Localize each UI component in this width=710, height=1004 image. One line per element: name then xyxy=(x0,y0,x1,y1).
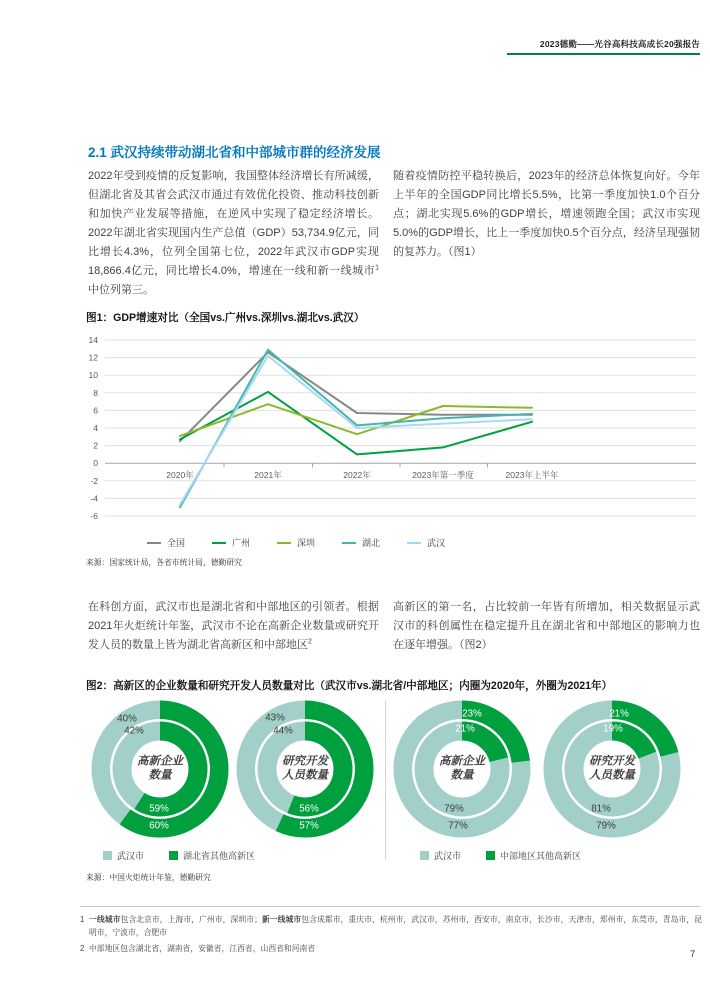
donut-percsúmlabel: 40% xyxy=(117,713,137,725)
footnote-ref-2: 2 xyxy=(308,638,312,646)
figure1-legend-item xyxy=(147,536,185,549)
donut-percsúmlabel: 44% xyxy=(273,725,293,737)
gdp-line-chart xyxy=(80,328,700,526)
footnote-1-text-b: 包含成都市，重庆市，杭州市，武汉市，苏州市，西安市，南京市，长沙市，天津市，郑州市，东莞市，青岛市，昆明市，宁波市，合肥市 xyxy=(89,915,703,937)
figure2-legend-right xyxy=(420,849,581,862)
figure1-title: 图1：GDP增速对比（全国vs.广州vs.深圳vs.湖北vs.武汉） xyxy=(86,312,365,324)
donut-percsúmlabel: 59% xyxy=(149,803,169,815)
footnotes xyxy=(80,913,702,958)
footnote-2-number: 2 xyxy=(80,944,85,953)
donut-hightech-companies-hubei xyxy=(90,699,230,839)
legend-label: 深圳 xyxy=(297,538,316,548)
svg-text:-2: -2 xyxy=(90,475,98,486)
legend-label: 武汉市 xyxy=(434,851,462,861)
legend-label: 武汉 xyxy=(427,538,446,548)
figure1-source: 来源：国家统计局，各省市统计局，德勤研究 xyxy=(86,558,242,567)
header-underline xyxy=(507,53,700,55)
footnote-2 xyxy=(80,942,702,955)
svg-text:0: 0 xyxy=(93,458,98,469)
donut-percsúmlabel: 43% xyxy=(265,712,285,724)
figure2-legend-left xyxy=(103,849,255,862)
section1-col1-text: 2022年受到疫情的反复影响，我国整体经济增长有所减缓，但湖北省及其省会武汉市通过有效优化投资、推动科技创新和加快产业发展等措施，在逆风中实现了稳定经济增长。2022年湖北省实现国内生产总值（GDP）53,734.9亿元，同比增长4.3%，位列全国第七位，2022年武汉市GDP实现18,866.4亿元，同比增长4.0%，增速在一线和新一线城市 xyxy=(88,170,379,277)
footnote-divider xyxy=(80,906,700,907)
legend-label: 广州 xyxy=(232,538,251,548)
donut-percsúmlabel: 42% xyxy=(124,725,144,737)
legend-square-swatch xyxy=(420,851,429,860)
donut-center-label: 高新企业 数量 xyxy=(439,755,485,782)
section1-col2: 随着疫情防控平稳转换后，2023年的经济总体恢复向好。今年上半年的全国GDP同比增长5.5%，比第一季度加快1.0个百分点；湖北实现5.6%的GDP增长，增速领跑全国；武汉市实现5.0%的GDP增长，比上一季度加快0.5个百分点，经济呈现强韧的复苏力。（图1） xyxy=(393,170,700,258)
figure2-source: 来源：中国火炬统计年鉴，德勤研究 xyxy=(86,873,211,882)
donut-center-label: 研究开发 人员数量 xyxy=(282,755,328,782)
legend-label: 湖北省其他高新区 xyxy=(183,851,256,861)
donut-percsúmlabel: 81% xyxy=(591,803,611,815)
svg-text:2022年: 2022年 xyxy=(343,470,371,481)
figure1-legend-item xyxy=(407,536,445,549)
footnote-2-text: 中部地区包含湖北省，湖南省，安徽省，江西省，山西省和河南省 xyxy=(89,944,316,953)
figure2-legend-item xyxy=(486,849,581,862)
donut-center-label: 高新企业 数量 xyxy=(137,755,183,782)
legend-line-swatch xyxy=(212,542,226,544)
svg-text:12: 12 xyxy=(88,352,98,363)
svg-text:4: 4 xyxy=(93,423,98,433)
section1-col1 xyxy=(88,167,379,300)
donut-percsúmlabel: 21% xyxy=(609,708,629,720)
svg-text:2023年上半年: 2023年上半年 xyxy=(505,470,559,481)
figure2-legend-item xyxy=(103,849,144,862)
section1-col1-text-end: 中位列第三。 xyxy=(88,284,154,296)
svg-text:6: 6 xyxy=(93,405,98,416)
donut-rd-personnel-central xyxy=(542,699,682,839)
donut-percsúmlabel: 19% xyxy=(603,723,623,735)
legend-label: 湖北 xyxy=(362,538,381,548)
section2-col1 xyxy=(88,598,379,655)
legend-square-swatch xyxy=(103,851,112,860)
legend-label: 全国 xyxy=(167,538,186,548)
donut-hightech-companies-central xyxy=(392,699,532,839)
svg-text:-6: -6 xyxy=(90,511,98,521)
svg-text:10: 10 xyxy=(88,370,98,381)
figure2-legend-item xyxy=(169,849,255,862)
legend-square-swatch xyxy=(169,851,178,860)
legend-line-swatch xyxy=(147,542,161,544)
svg-text:2: 2 xyxy=(93,440,98,451)
legend-square-swatch xyxy=(486,851,495,860)
donut-percsúmlabel: 23% xyxy=(462,708,482,720)
section2-col1-text: 在科创方面，武汉市也是湖北省和中部地区的引领者。根据2021年火炬统计年鉴，武汉市不论在高新企业数量或研究开发人员的数量上皆为湖北省高新区和中部地区 xyxy=(88,601,379,651)
donut-percsúmlabel: 79% xyxy=(596,820,616,832)
donut-percsúmlabel: 56% xyxy=(299,803,319,815)
donut-percsúmlabel: 57% xyxy=(299,820,319,832)
footnote-1-term-tier1: 一线城市 xyxy=(89,915,121,924)
footnote-1-number: 1 xyxy=(80,915,85,924)
legend-line-swatch xyxy=(407,542,421,544)
footnote-1-text-a: 包含北京市，上海市，广州市，深圳市； xyxy=(120,915,262,924)
donut-percsúmlabel: 79% xyxy=(444,803,464,815)
donut-percsúmlabel: 77% xyxy=(448,820,468,832)
svg-text:8: 8 xyxy=(93,387,98,398)
footnote-1-term-newtier1: 新一线城市 xyxy=(261,915,302,924)
footnote-1 xyxy=(80,913,702,939)
donut-center-label: 研究开发 人员数量 xyxy=(589,755,635,782)
donut-percsúmlabel: 60% xyxy=(149,820,169,832)
figure1-legend xyxy=(147,536,445,549)
legend-line-swatch xyxy=(342,542,356,544)
report-header-title: 2023德勤——光谷高科技高成长20强报告 xyxy=(539,39,700,49)
donut-rd-personnel-hubei xyxy=(235,699,375,839)
svg-text:14: 14 xyxy=(88,335,98,345)
svg-text:-4: -4 xyxy=(90,493,98,504)
page-number: 7 xyxy=(690,949,696,960)
figure1-legend-item xyxy=(277,536,315,549)
donut-percsúmlabel: 21% xyxy=(455,723,475,735)
svg-text:2021年: 2021年 xyxy=(254,470,282,481)
svg-text:2023年第一季度: 2023年第一季度 xyxy=(412,470,474,481)
svg-text:2020年: 2020年 xyxy=(166,470,194,481)
figure2-title: 图2：高新区的企业数量和研究开发人员数量对比（武汉市vs.湖北省/中部地区；内圈为2020年，外圈为2021年） xyxy=(86,680,613,692)
legend-label: 中部地区其他高新区 xyxy=(500,851,582,861)
section2-col2: 高新区的第一名，占比较前一年皆有所增加，相关数据显示武汉市的科创属性在稳定提升且在湖北省和中部地区的影响力也在逐年增强。（图2） xyxy=(393,601,700,651)
footnote-ref-1: 1 xyxy=(375,264,379,272)
figure2-legend-item xyxy=(420,849,461,862)
figure1-legend-item xyxy=(342,536,380,549)
section-heading: 2.1 武汉持续带动湖北省和中部城市群的经济发展 xyxy=(88,145,381,160)
figure1-legend-item xyxy=(212,536,250,549)
legend-label: 武汉市 xyxy=(117,851,145,861)
legend-line-swatch xyxy=(277,542,291,544)
donut-group-divider xyxy=(385,700,386,860)
